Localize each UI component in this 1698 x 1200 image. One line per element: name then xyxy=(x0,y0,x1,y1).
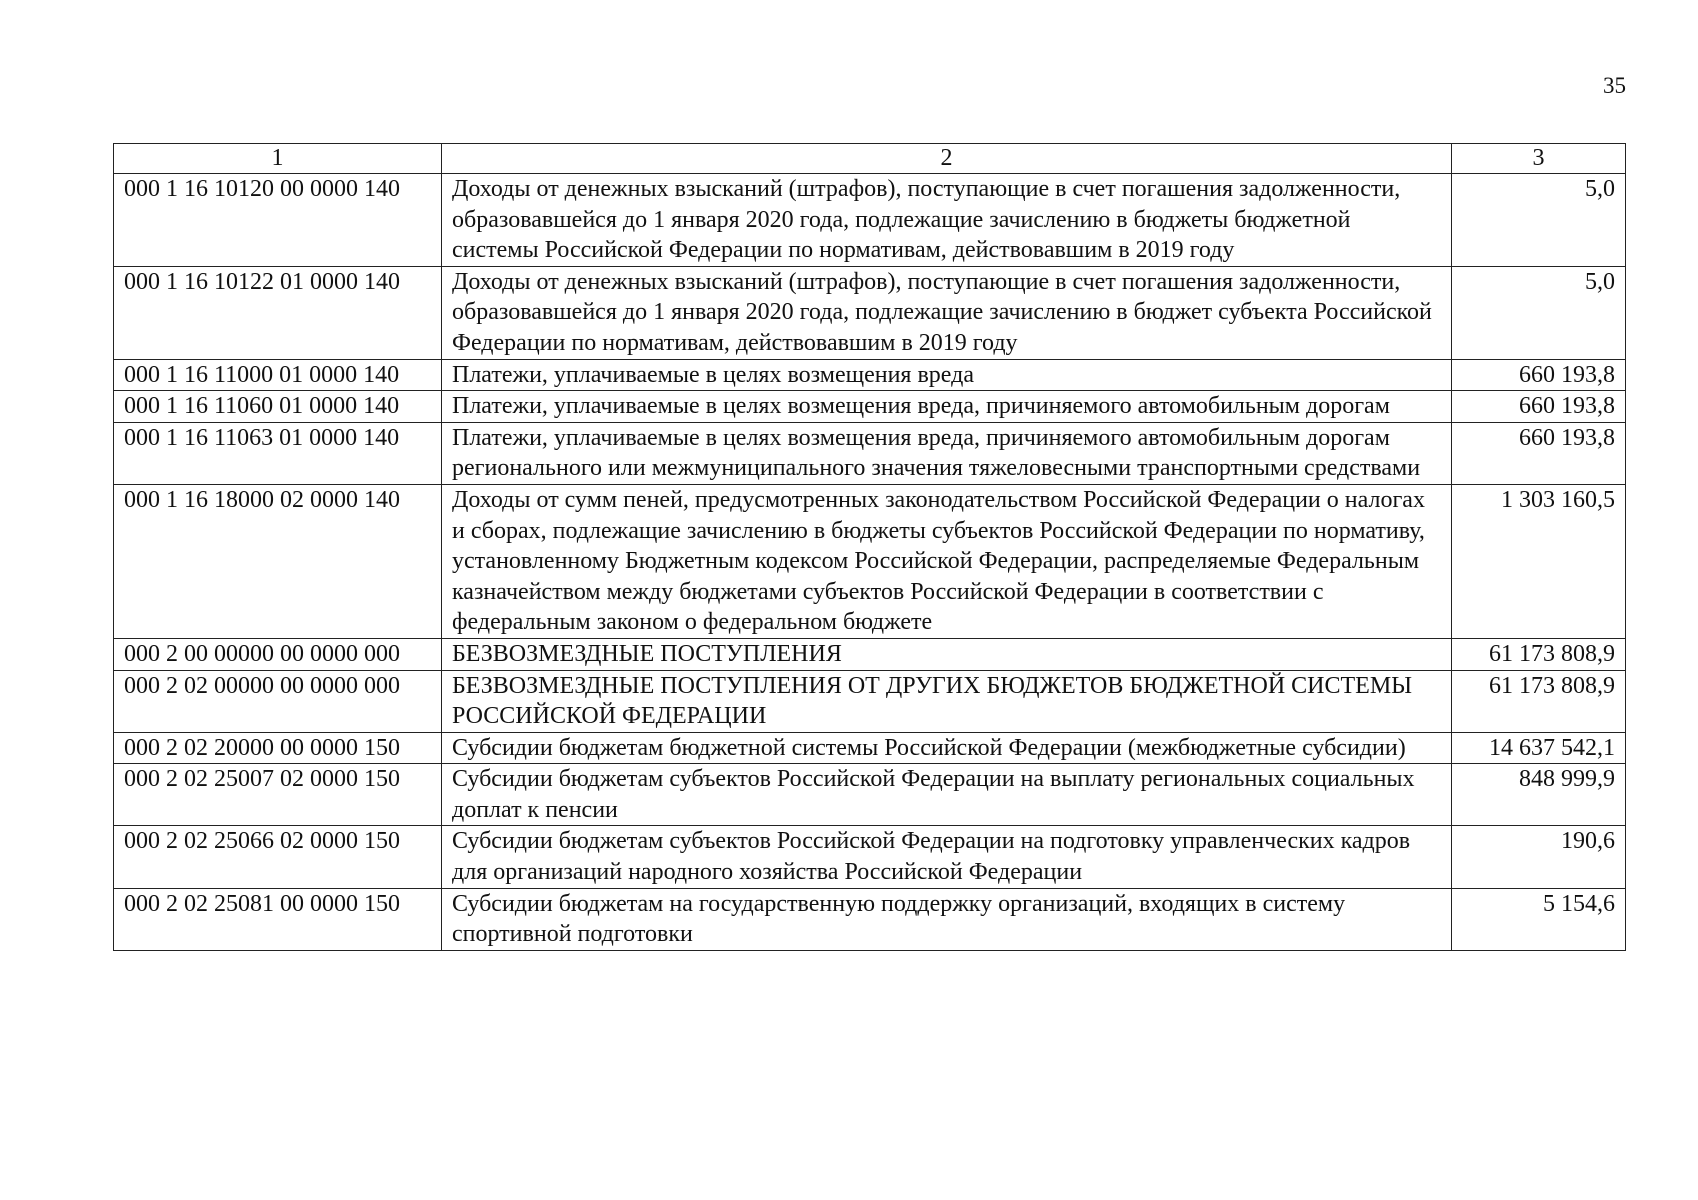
table-row xyxy=(114,174,1626,267)
row-code: 000 1 16 11063 01 0000 140 xyxy=(114,422,442,484)
row-amount: 660 193,8 xyxy=(1452,422,1626,484)
row-code: 000 1 16 18000 02 0000 140 xyxy=(114,484,442,638)
row-amount: 660 193,8 xyxy=(1452,359,1626,391)
column-header-name: 2 xyxy=(442,144,1452,174)
budget-table xyxy=(113,143,1626,951)
row-code: 000 1 16 11000 01 0000 140 xyxy=(114,359,442,391)
table-row xyxy=(114,732,1626,764)
table-row xyxy=(114,764,1626,826)
row-name: Субсидии бюджетам бюджетной системы Российской Федерации (межбюджетные субсидии) xyxy=(442,732,1452,764)
table-row xyxy=(114,888,1626,950)
row-name: Субсидии бюджетам субъектов Российской Федерации на подготовку управленческих кадров для организаций народного хозяйства Российской Федерации xyxy=(442,826,1452,888)
row-name: Субсидии бюджетам на государственную поддержку организаций, входящих в систему спортивной подготовки xyxy=(442,888,1452,950)
row-code: 000 1 16 10120 00 0000 140 xyxy=(114,174,442,267)
row-name: Платежи, уплачиваемые в целях возмещения вреда, причиняемого автомобильным дорогам xyxy=(442,391,1452,423)
page-number: 35 xyxy=(1603,73,1626,98)
row-name: Доходы от сумм пеней, предусмотренных законодательством Российской Федерации о налогах и сборах, подлежащие зачислению в бюджеты субъектов Российской Федерации по нормативу, установленному Бюджетным кодексом Российской Федерации, распределяемые Федеральным казначейством между бюджетами субъектов Российской Федерации в соответствии с федеральным законом о федеральном бюджете xyxy=(442,484,1452,638)
table-header-row xyxy=(114,144,1626,174)
column-header-amount: 3 xyxy=(1452,144,1626,174)
row-amount: 61 173 808,9 xyxy=(1452,638,1626,670)
table-row xyxy=(114,266,1626,359)
row-name: Доходы от денежных взысканий (штрафов), поступающие в счет погашения задолженности, образовавшейся до 1 января 2020 года, подлежащие зачислению в бюджет субъекта Российской Федерации по нормативам, действовавшим в 2019 году xyxy=(442,266,1452,359)
table-row xyxy=(114,391,1626,423)
row-amount: 5,0 xyxy=(1452,174,1626,267)
row-amount: 61 173 808,9 xyxy=(1452,670,1626,732)
row-name: Доходы от денежных взысканий (штрафов), поступающие в счет погашения задолженности, образовавшейся до 1 января 2020 года, подлежащие зачислению в бюджеты бюджетной системы Российской Федерации по нормативам, действовавшим в 2019 году xyxy=(442,174,1452,267)
row-amount: 5,0 xyxy=(1452,266,1626,359)
table-row xyxy=(114,670,1626,732)
table-row xyxy=(114,359,1626,391)
row-code: 000 2 02 20000 00 0000 150 xyxy=(114,732,442,764)
table-row xyxy=(114,422,1626,484)
row-code: 000 1 16 10122 01 0000 140 xyxy=(114,266,442,359)
row-amount: 660 193,8 xyxy=(1452,391,1626,423)
row-name: Платежи, уплачиваемые в целях возмещения вреда xyxy=(442,359,1452,391)
row-amount: 5 154,6 xyxy=(1452,888,1626,950)
row-amount: 848 999,9 xyxy=(1452,764,1626,826)
row-name: Субсидии бюджетам субъектов Российской Федерации на выплату региональных социальных доплат к пенсии xyxy=(442,764,1452,826)
table-row xyxy=(114,826,1626,888)
table-row xyxy=(114,638,1626,670)
row-code: 000 2 02 25007 02 0000 150 xyxy=(114,764,442,826)
row-code: 000 1 16 11060 01 0000 140 xyxy=(114,391,442,423)
row-amount: 1 303 160,5 xyxy=(1452,484,1626,638)
row-code: 000 2 02 00000 00 0000 000 xyxy=(114,670,442,732)
row-code: 000 2 02 25066 02 0000 150 xyxy=(114,826,442,888)
row-name: Платежи, уплачиваемые в целях возмещения вреда, причиняемого автомобильным дорогам регионального или межмуниципального значения тяжеловесными транспортными средствами xyxy=(442,422,1452,484)
row-amount: 14 637 542,1 xyxy=(1452,732,1626,764)
row-code: 000 2 02 25081 00 0000 150 xyxy=(114,888,442,950)
row-code: 000 2 00 00000 00 0000 000 xyxy=(114,638,442,670)
row-name: БЕЗВОЗМЕЗДНЫЕ ПОСТУПЛЕНИЯ ОТ ДРУГИХ БЮДЖЕТОВ БЮДЖЕТНОЙ СИСТЕМЫ РОССИЙСКОЙ ФЕДЕРАЦИИ xyxy=(442,670,1452,732)
row-amount: 190,6 xyxy=(1452,826,1626,888)
column-header-code: 1 xyxy=(114,144,442,174)
table-row xyxy=(114,484,1626,638)
row-name: БЕЗВОЗМЕЗДНЫЕ ПОСТУПЛЕНИЯ xyxy=(442,638,1452,670)
